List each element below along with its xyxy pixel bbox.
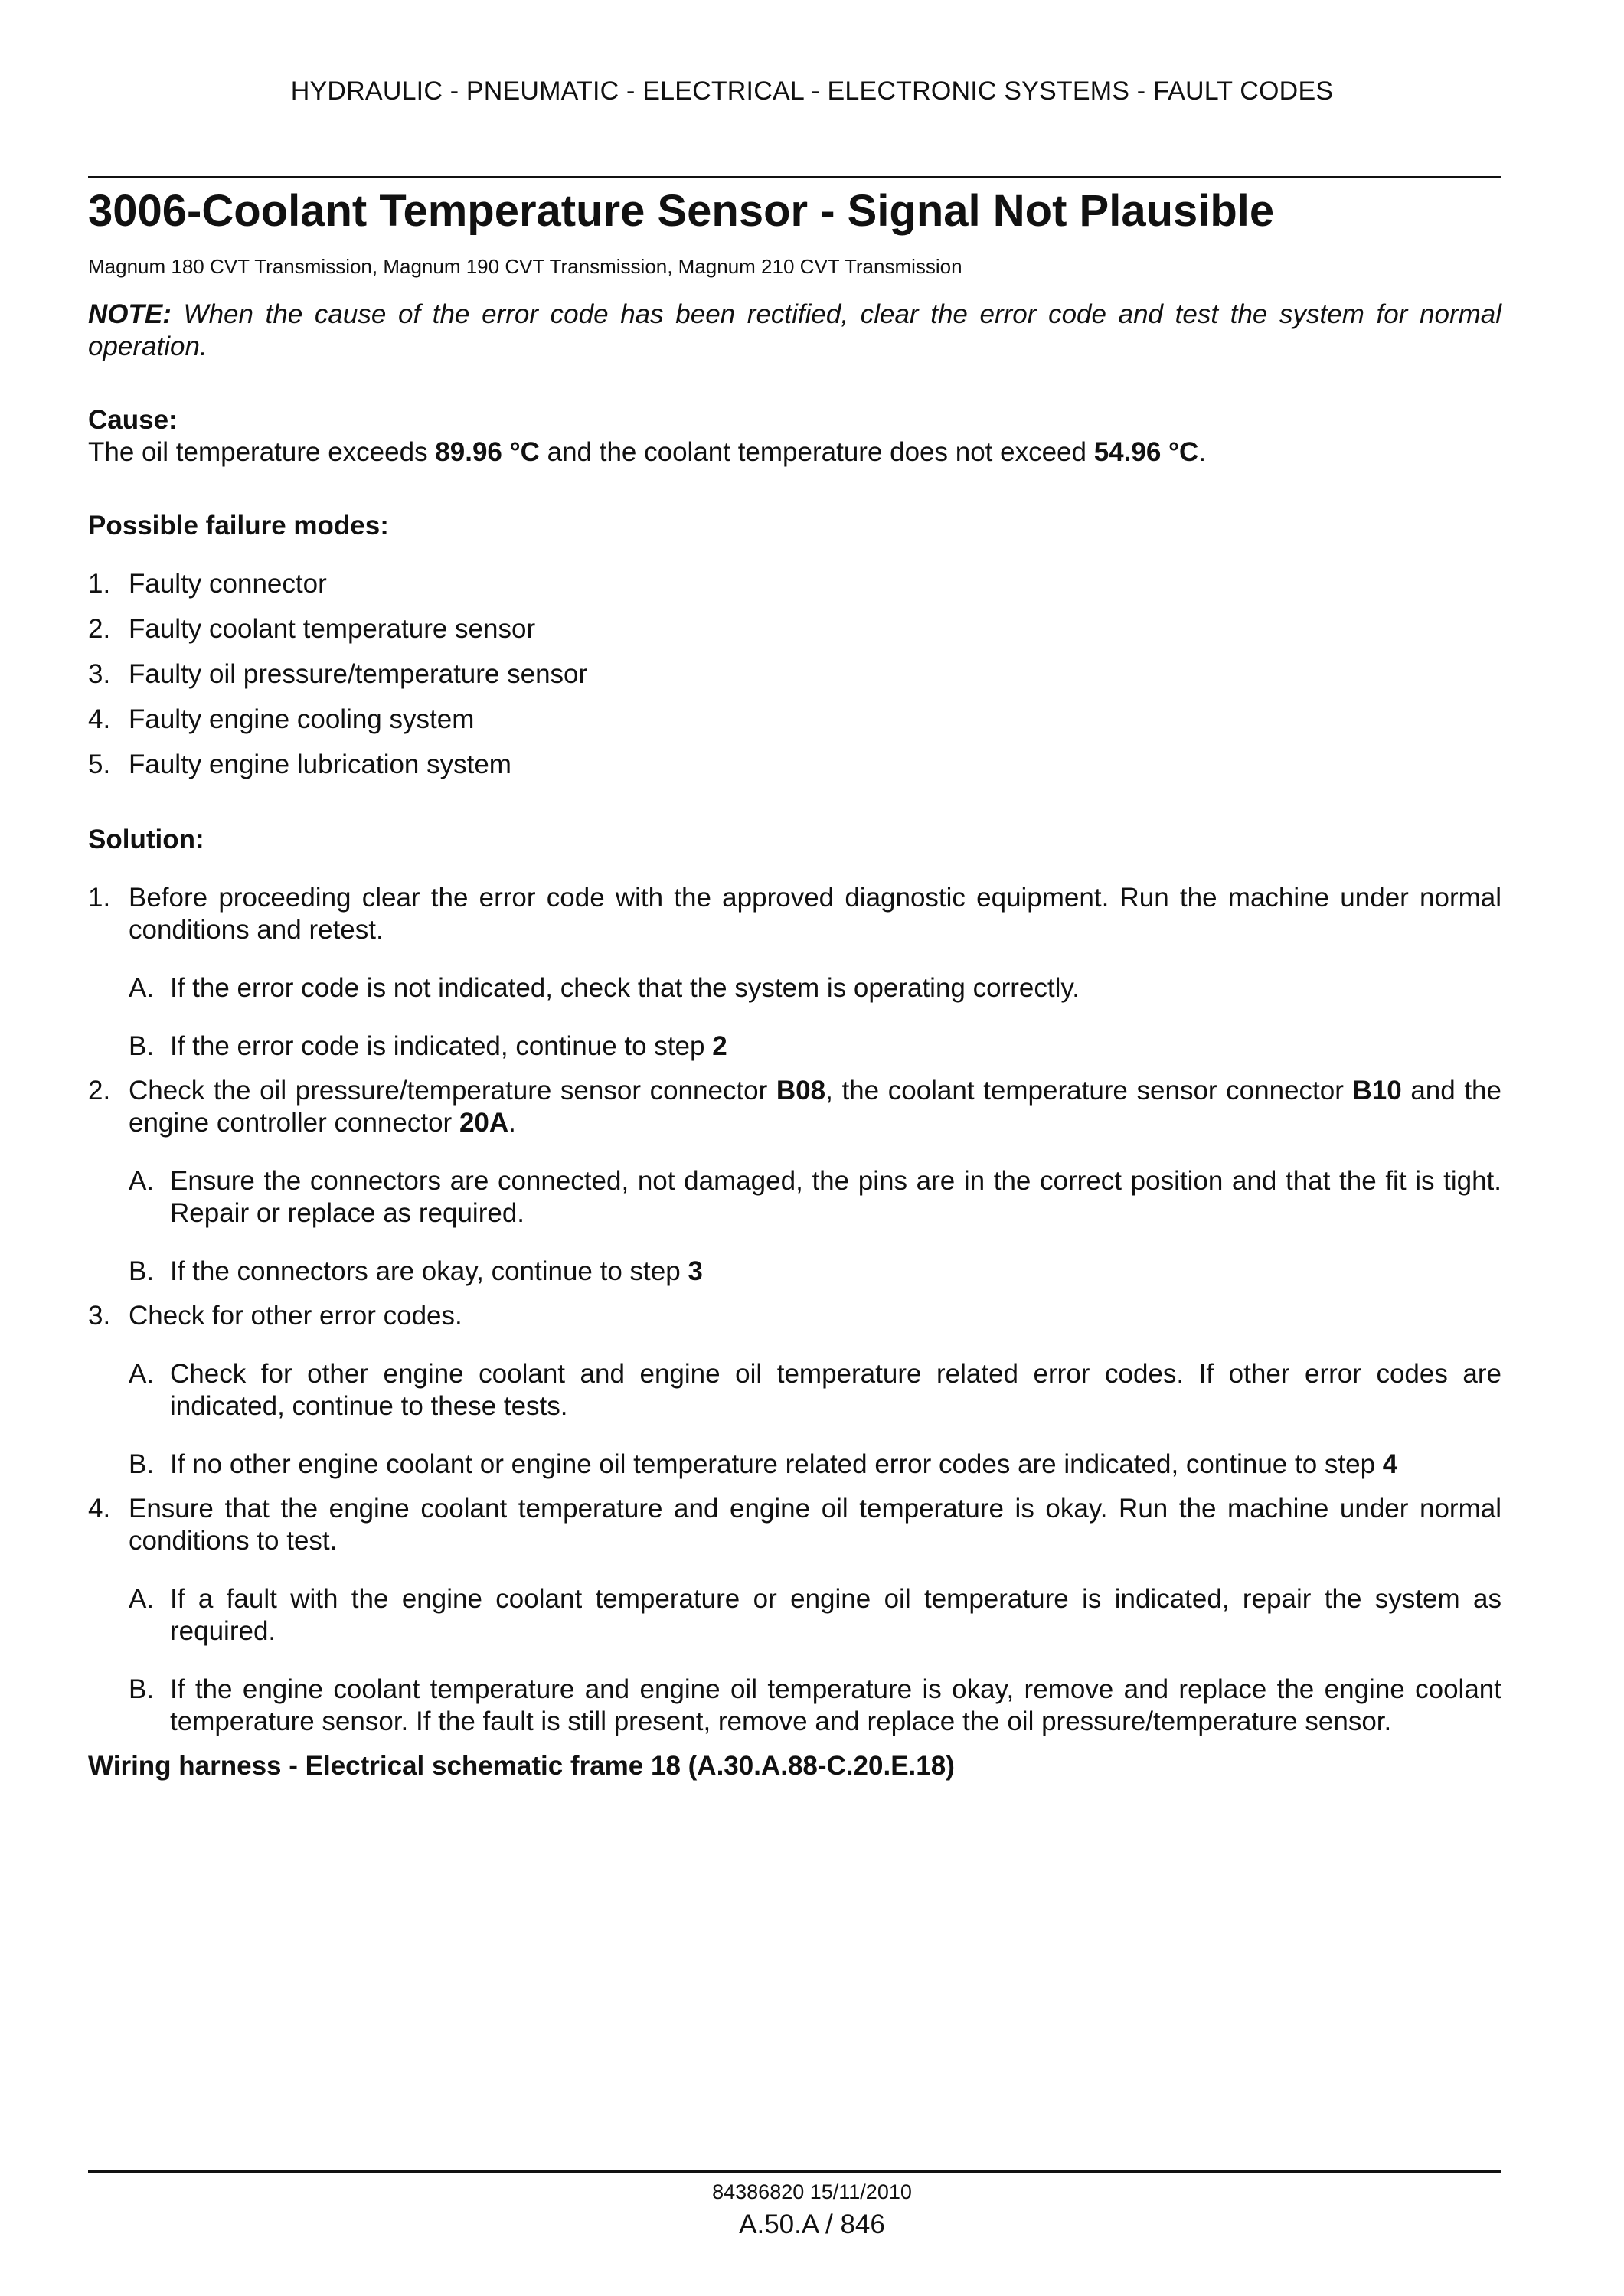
list-item-text: Faulty oil pressure/temperature sensor xyxy=(129,659,588,689)
note-text: When the cause of the error code has been rectified, clear the error code and test the system for normal operation. xyxy=(88,299,1501,361)
list-item xyxy=(88,749,1501,781)
list-item-text: Faulty coolant temperature sensor xyxy=(129,614,536,644)
step-text: Ensure that the engine coolant temperature and engine oil temperature is okay. Run the machine under normal conditions to test. xyxy=(129,1494,1501,1556)
step-text-part: and the engine controller connector xyxy=(129,1076,1501,1138)
list-item xyxy=(88,704,1501,736)
note xyxy=(88,299,1501,363)
page-content xyxy=(88,181,1501,1782)
step-number: 4. xyxy=(88,1494,111,1524)
solution-step xyxy=(88,882,1501,1063)
cause-text-part: . xyxy=(1198,437,1207,467)
step-text: Before proceeding clear the error code with the approved diagnostic equipment. Run the machine under normal conditions and retest. xyxy=(129,883,1501,945)
sub-step-text: If the error code is not indicated, check that the system is operating correctly. xyxy=(170,973,1080,1003)
step-reference: 2 xyxy=(712,1031,727,1061)
list-item xyxy=(88,568,1501,600)
solution-step xyxy=(88,1493,1501,1738)
sub-step-text: If the connectors are okay, continue to step xyxy=(170,1256,688,1286)
running-header: HYDRAULIC - PNEUMATIC - ELECTRICAL - ELECTRONIC SYSTEMS - FAULT CODES xyxy=(290,77,1334,106)
cause-section xyxy=(88,404,1501,469)
list-number: 1. xyxy=(88,569,111,599)
sub-step-text: If the error code is indicated, continue to step xyxy=(170,1031,713,1061)
note-label: NOTE: xyxy=(88,299,172,329)
step-text-part: . xyxy=(508,1108,516,1138)
sub-step xyxy=(129,1358,1501,1422)
sub-step xyxy=(129,1448,1501,1481)
failure-modes-heading: Possible failure modes: xyxy=(88,511,389,541)
list-item xyxy=(88,613,1501,645)
header-rule xyxy=(88,176,1501,178)
cause-text-part: and the coolant temperature does not exceed xyxy=(539,437,1094,467)
connector-code: B10 xyxy=(1352,1076,1402,1106)
wiring-schematic-link[interactable]: Wiring harness - Electrical schematic frame 18 (A.30.A.88-C.20.E.18) xyxy=(88,1751,955,1781)
list-item-text: Faulty engine lubrication system xyxy=(129,750,511,779)
cause-text-part: The oil temperature exceeds xyxy=(88,437,436,467)
sub-steps xyxy=(129,1165,1501,1288)
sub-step-text: If a fault with the engine coolant temperature or engine oil temperature is indicated, repair the system as required. xyxy=(170,1584,1501,1646)
cause-text xyxy=(88,436,1501,469)
step-text-part: Check the oil pressure/temperature sensor connector xyxy=(129,1076,776,1106)
solution-heading: Solution: xyxy=(88,825,204,854)
step-number: 2. xyxy=(88,1076,111,1106)
sub-step xyxy=(129,1583,1501,1648)
sub-step-text: Check for other engine coolant and engine oil temperature related error codes. If other error codes are indicated, continue to these tests. xyxy=(170,1359,1501,1421)
sub-step-text: Ensure the connectors are connected, not damaged, the pins are in the correct position and that the fit is tight. Repair or replace as required. xyxy=(170,1166,1501,1228)
list-number: 2. xyxy=(88,614,111,644)
list-number: 3. xyxy=(88,659,111,689)
step-text-part: , the coolant temperature sensor connector xyxy=(825,1076,1353,1106)
step-number: 3. xyxy=(88,1301,111,1331)
sub-step-text: If the engine coolant temperature and engine oil temperature is okay, remove and replace the engine coolant temperature sensor. If the fault is still present, remove and replace the oil pressure/temperature sensor. xyxy=(170,1674,1501,1736)
list-number: 4. xyxy=(88,704,111,734)
sub-step xyxy=(129,1674,1501,1738)
list-number: 5. xyxy=(88,750,111,779)
solution-step xyxy=(88,1075,1501,1288)
connector-code: B08 xyxy=(776,1076,826,1106)
sub-step-letter: B. xyxy=(129,1031,155,1061)
step-reference: 4 xyxy=(1382,1449,1398,1479)
coolant-temp-threshold: 54.96 °C xyxy=(1093,437,1199,467)
sub-step-letter: B. xyxy=(129,1674,155,1704)
sub-step-letter: A. xyxy=(129,1166,155,1196)
page-title: 3006-Coolant Temperature Sensor - Signal Not Plausible xyxy=(88,186,1275,236)
list-item xyxy=(88,658,1501,691)
failure-modes-list xyxy=(88,568,1501,781)
sub-steps xyxy=(129,1358,1501,1481)
sub-step-letter: A. xyxy=(129,973,155,1003)
document-number: 84386820 15/11/2010 xyxy=(712,2180,912,2203)
connector-code: 20A xyxy=(459,1108,509,1138)
cause-heading: Cause: xyxy=(88,405,178,435)
sub-steps xyxy=(129,972,1501,1063)
sub-step xyxy=(129,1256,1501,1288)
list-item-text: Faulty engine cooling system xyxy=(129,704,475,734)
sub-steps xyxy=(129,1583,1501,1738)
sub-step xyxy=(129,1030,1501,1063)
sub-step-letter: A. xyxy=(129,1359,155,1389)
solution-steps xyxy=(88,882,1501,1738)
sub-step-letter: A. xyxy=(129,1584,155,1614)
sub-step-letter: B. xyxy=(129,1256,155,1286)
step-number: 1. xyxy=(88,883,111,913)
step-reference: 3 xyxy=(688,1256,703,1286)
sub-step xyxy=(129,1165,1501,1230)
sub-step-letter: B. xyxy=(129,1449,155,1479)
list-item-text: Faulty connector xyxy=(129,569,327,599)
solution-step xyxy=(88,1300,1501,1481)
oil-temp-threshold: 89.96 °C xyxy=(435,437,540,467)
applies-to: Magnum 180 CVT Transmission, Magnum 190 CVT Transmission, Magnum 210 CVT Transmission xyxy=(88,255,962,278)
step-text: Check for other error codes. xyxy=(129,1301,462,1331)
step-text xyxy=(129,1075,1501,1139)
sub-step xyxy=(129,972,1501,1004)
sub-step-text: If no other engine coolant or engine oil temperature related error codes are indicated, continue to step xyxy=(170,1449,1383,1479)
footer-rule xyxy=(88,2170,1501,2173)
page-number: A.50.A / 846 xyxy=(739,2209,885,2239)
